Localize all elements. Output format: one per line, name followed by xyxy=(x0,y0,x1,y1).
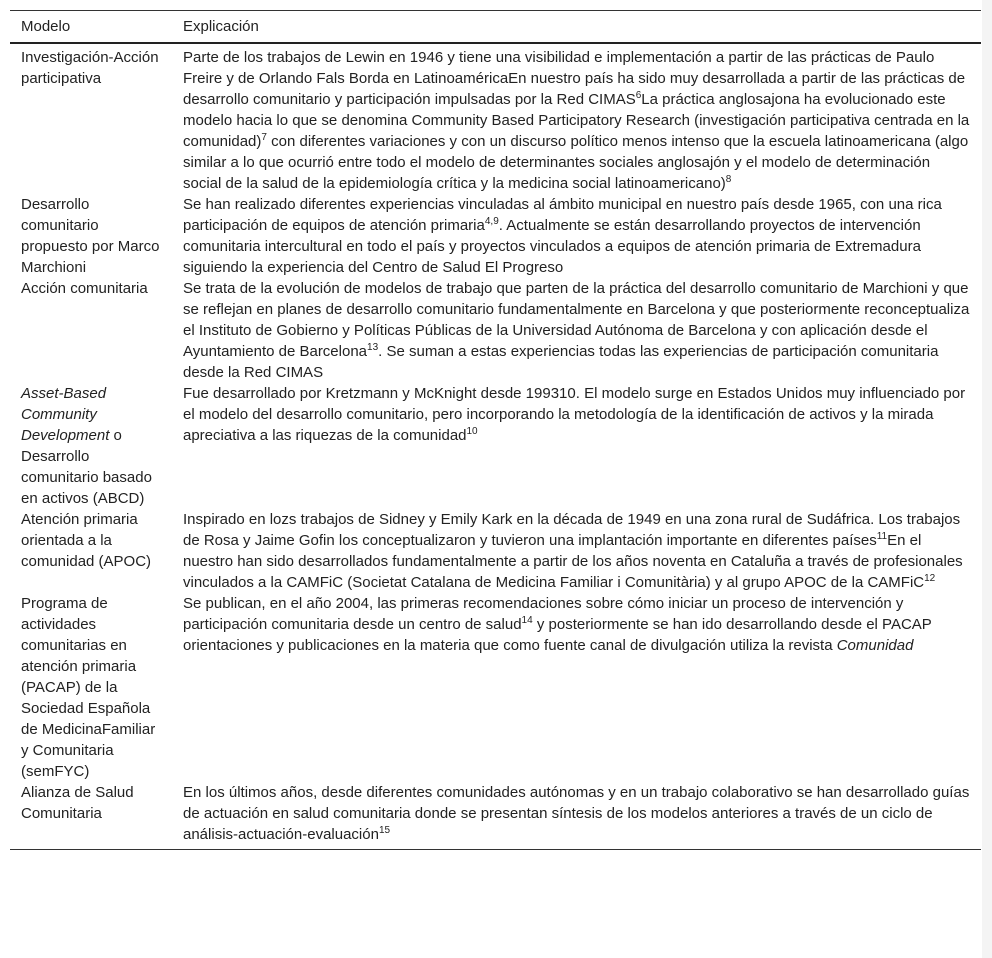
table-row xyxy=(10,782,981,850)
text-segment: Se han realizado diferentes experiencias vinculadas al ámbito municipal en nuestro país desde 1965, con una rica participación de equipos de atención primaria xyxy=(183,196,942,234)
explanation-cell xyxy=(173,278,981,383)
reference-superscript: 4,9 xyxy=(484,216,499,227)
reference-superscript: 11 xyxy=(876,531,888,542)
text-segment: Se publican, en el año 2004, las primeras recomendaciones sobre cómo iniciar un proceso de intervención y participación comunitaria desde un centro de salud xyxy=(183,595,904,633)
model-cell xyxy=(10,194,173,278)
text-segment: En el nuestro han sido desarrollados fundamentalmente a partir de los años noventa en Cataluña a través de profesionales vinculados a la CAMFiC (Societat Catalana de Medicina Familiar i Comunitària) y al grupo APOC de la CAMFiC xyxy=(183,532,963,591)
column-header-explanation: Explicación xyxy=(183,18,259,35)
model-cell xyxy=(10,383,173,509)
table-row xyxy=(10,194,981,278)
explanation-cell xyxy=(173,194,981,278)
table-row xyxy=(10,43,981,194)
explanation-cell xyxy=(173,593,981,782)
table-row xyxy=(10,278,981,383)
table-row xyxy=(10,509,981,593)
reference-superscript: 7 xyxy=(261,132,267,143)
reference-superscript: 13 xyxy=(367,342,379,353)
text-segment: con diferentes variaciones y con un discurso político menos intenso que la escuela latinoamericana (algo similar a lo que ocurrió entre todo el modelo de determinantes sociales anglosajón y el modelo de determinación social de la salud de la epidemiología crítica y la medicina social latinoamericano) xyxy=(183,133,969,192)
text-segment: y posteriormente se han ido desarrollando desde el PACAP orientaciones y publicaciones en la materia que como fuente canal de divulgación utiliza la revista xyxy=(183,616,932,654)
table-header-row xyxy=(10,11,981,44)
text-segment: . Actualmente se están desarrollando proyectos de intervención comunitaria intercultural en todo el país y proyectos vinculados a equipos de atención primaria de Extremadura siguiendo la experiencia del Centro de Salud El Progreso xyxy=(183,217,921,276)
reference-superscript: 12 xyxy=(924,573,936,584)
table-body xyxy=(10,43,981,850)
text-segment: Se trata de la evolución de modelos de trabajo que parten de la práctica del desarrollo comunitario de Marchioni y que se reflejan en planes de desarrollo comunitario fundamentalmente en Barcelona y que posteriormente reconceptualiza el Instituto de Gobierno y Políticas Públicas de la Universidad Autónoma de Barcelona y con aplicación desde el Ayuntamiento de Barcelona xyxy=(183,280,970,360)
explanation-cell xyxy=(173,43,981,194)
model-cell xyxy=(10,43,173,194)
text-segment: Inspirado en lozs trabajos de Sidney y Emily Kark en la década de 1949 en una zona rural de Sudáfrica. Los trabajos de Rosa y Jaime Gofin los conceptualizaron y tuvieron una implantación importante en diferentes países xyxy=(183,511,961,549)
text-segment: Programa de actividades comunitarias en atención primaria (PACAP) de la Sociedad Española de MedicinaFamiliar y Comunitaria (semFYC) xyxy=(21,595,156,780)
italic-text: Comunidad xyxy=(836,637,914,654)
text-segment: Desarrollo comunitario propuesto por Marco Marchioni xyxy=(21,196,160,276)
explanation-cell xyxy=(173,782,981,850)
reference-superscript: 15 xyxy=(378,825,391,836)
model-cell xyxy=(10,782,173,850)
model-cell xyxy=(10,509,173,593)
italic-text: Asset-Based Community Development xyxy=(21,385,110,444)
text-segment: . Se suman a estas experiencias todas las experiencias de participación comunitaria desde la Red CIMAS xyxy=(183,343,939,381)
table-row xyxy=(10,593,981,782)
text-segment: Acción comunitaria xyxy=(21,280,148,297)
page-edge xyxy=(982,0,992,958)
reference-superscript: 6 xyxy=(635,90,642,101)
text-segment: Investigación-Acción participativa xyxy=(21,49,159,87)
text-segment: En los últimos años, desde diferentes comunidades autónomas y en un trabajo colaborativo se han desarrollado guías de actuación en salud comunitaria donde se presentan síntesis de los modelos anteriores a través de un ciclo de análisis-actuación-evaluación xyxy=(183,784,970,843)
model-cell xyxy=(10,593,173,782)
table-row xyxy=(10,383,981,509)
reference-superscript: 8 xyxy=(725,174,732,185)
models-table xyxy=(10,10,981,850)
reference-superscript: 10 xyxy=(466,426,478,437)
text-segment: La práctica anglosajona ha evolucionado este modelo hacia lo que se denomina Community Based Participatory Research (investigación participativa centrada en la comunidad) xyxy=(183,91,970,150)
column-header-model: Modelo xyxy=(21,18,71,35)
text-segment: Fue desarrollado por Kretzmann y McKnight desde 199310. El modelo surge en Estados Unidos muy influenciado por el modelo del desarrollo comunitario, pero incorporando la metodología de la identificación de activos y la mirada apreciativa a las riquezas de la comunidad xyxy=(183,385,966,444)
explanation-cell xyxy=(173,509,981,593)
text-segment: Atención primaria orientada a la comunidad (APOC) xyxy=(21,511,152,570)
text-segment: o Desarrollo comunitario basado en activos (ABCD) xyxy=(21,427,152,507)
model-cell xyxy=(10,278,173,383)
reference-superscript: 14 xyxy=(521,615,533,626)
text-segment: Alianza de Salud Comunitaria xyxy=(21,784,134,822)
text-segment: Parte de los trabajos de Lewin en 1946 y tiene una visibilidad e implementación a partir de las prácticas de Paulo Freire y de Orlando Fals Borda en LatinoaméricaEn nuestro país ha sido muy desarrollada a partir de las prácticas de desarrollo comunitario y participación impulsadas por la Red CIMAS xyxy=(183,49,966,108)
explanation-cell xyxy=(173,383,981,509)
